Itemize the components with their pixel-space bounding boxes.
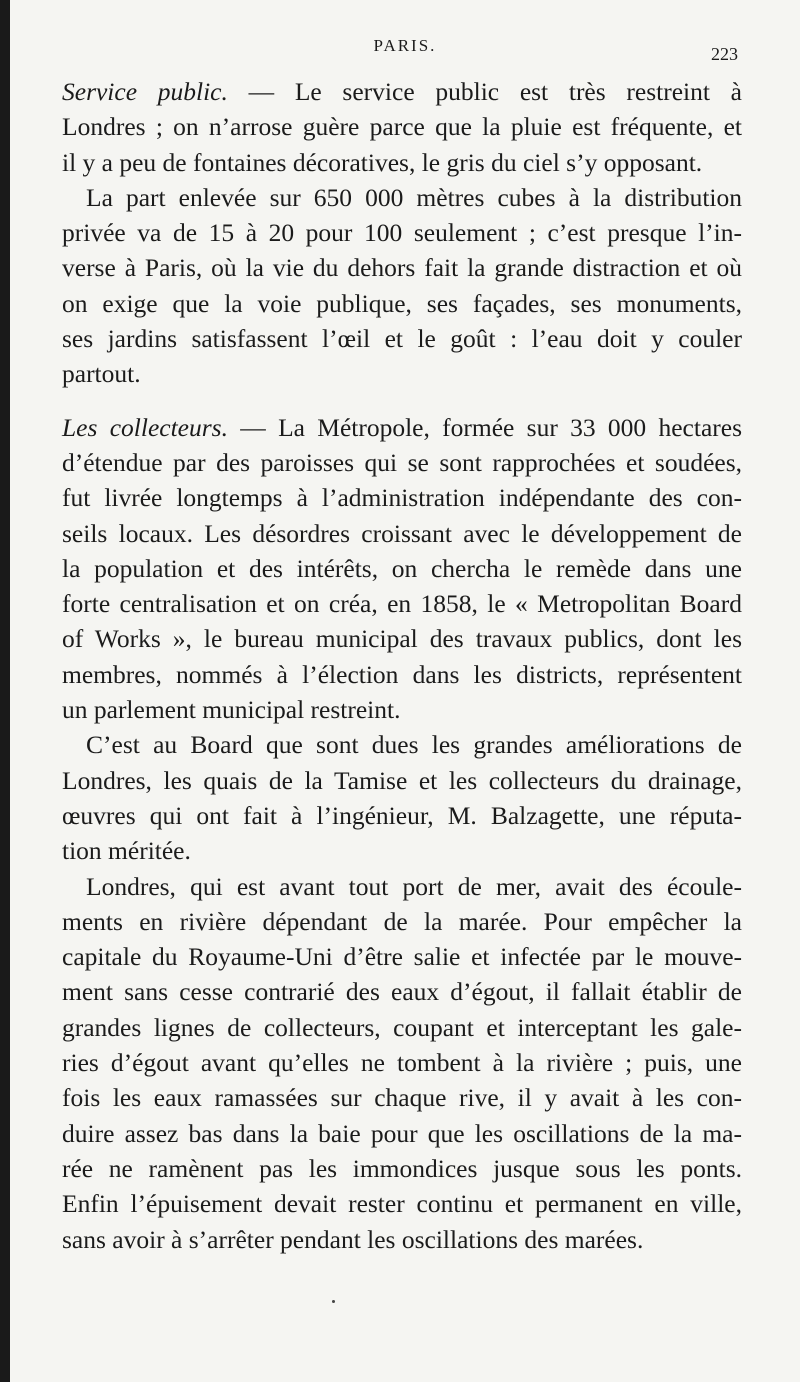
- text-line: capitale du Royaume-Uni d’être salie et infectée par le mouve-: [62, 942, 742, 972]
- text-line: œuvres qui ont fait à l’ingénieur, M. Balzagette, une réputa-: [62, 800, 742, 830]
- text-line: verse à Paris, où la vie du dehors fait la grande distraction et où: [62, 253, 742, 283]
- text-line-segment: — Le service public est très restreint à: [227, 77, 742, 106]
- text-line: forte centralisation et on créa, en 1858, le « Metropolitan Board: [62, 589, 742, 619]
- text-line: privée va de 15 à 20 pour 100 seulement ; c’est presque l’in-: [62, 218, 742, 248]
- text-line: C’est au Board que sont dues les grandes améliorations de: [86, 730, 742, 760]
- text-line: Londres, les quais de la Tamise et les collecteurs du drainage,: [62, 765, 742, 795]
- page-number: 223: [711, 44, 738, 64]
- text-line: d’étendue par des paroisses qui se sont rapprochées et soudées,: [62, 447, 742, 477]
- text-line: partout.: [62, 359, 141, 389]
- section-heading-service-public: Service public.: [62, 77, 228, 106]
- text-line: tion méritée.: [62, 836, 191, 866]
- text-line: membres, nommés à l’élection dans les districts, représentent: [62, 659, 742, 689]
- text-line: ments en rivière dépendant de la marée. Pour empêcher la: [62, 906, 742, 936]
- text-line: fut livrée longtemps à l’administration indépendante des con-: [62, 483, 742, 513]
- text-line: ries d’égout avant qu’elles ne tombent à la rivière ; puis, une: [62, 1048, 742, 1078]
- text-line: la population et des intérêts, on chercha le remède dans une: [62, 553, 742, 583]
- text-line: Londres, qui est avant tout port de mer, avait des écoule-: [86, 871, 742, 901]
- running-title: PARIS.: [373, 36, 437, 55]
- text-line: un parlement municipal restreint.: [62, 695, 401, 725]
- text-line: La part enlevée sur 650 000 mètres cubes à la distribution: [86, 182, 742, 212]
- text-line: sans avoir à s’arrêter pendant les oscillations des marées.: [62, 1224, 644, 1254]
- paragraph-gap: [62, 392, 742, 410]
- text-line: Londres ; on n’arrose guère parce que la pluie est fréquente, et: [62, 112, 742, 142]
- text-line: fois les eaux ramassées sur chaque rive, il y avait à les con-: [62, 1083, 742, 1113]
- body-text: [62, 74, 742, 1257]
- text-line: ment sans cesse contrarié des eaux d’égout, il fallait établir de: [62, 977, 742, 1007]
- ink-speck: [332, 1300, 335, 1303]
- section-heading-collecteurs: Les collecteurs.: [62, 412, 228, 442]
- text-line: [62, 410, 742, 445]
- text-line: il y a peu de fontaines décoratives, le gris du ciel s’y opposant.: [62, 147, 703, 177]
- text-line: [62, 74, 742, 109]
- text-line: seils locaux. Les désordres croissant avec le développement de: [62, 518, 742, 548]
- text-line: Enfin l’épuisement devait rester continu et permanent en ville,: [62, 1189, 742, 1219]
- text-line: ses jardins satisfassent l’œil et le goût : l’eau doit y couler: [62, 324, 742, 354]
- text-line: of Works », le bureau municipal des travaux publics, dont les: [62, 624, 742, 654]
- text-line: rée ne ramènent pas les immondices jusque sous les ponts.: [62, 1153, 742, 1183]
- text-line: grandes lignes de collecteurs, coupant et interceptant les gale-: [62, 1012, 742, 1042]
- text-line: on exige que la voie publique, ses façades, ses monuments,: [62, 288, 742, 318]
- text-line-segment: — La Métropole, formée sur 33 000 hectares: [227, 412, 742, 442]
- text-line: duire assez bas dans la baie pour que les oscillations de la ma-: [62, 1118, 742, 1148]
